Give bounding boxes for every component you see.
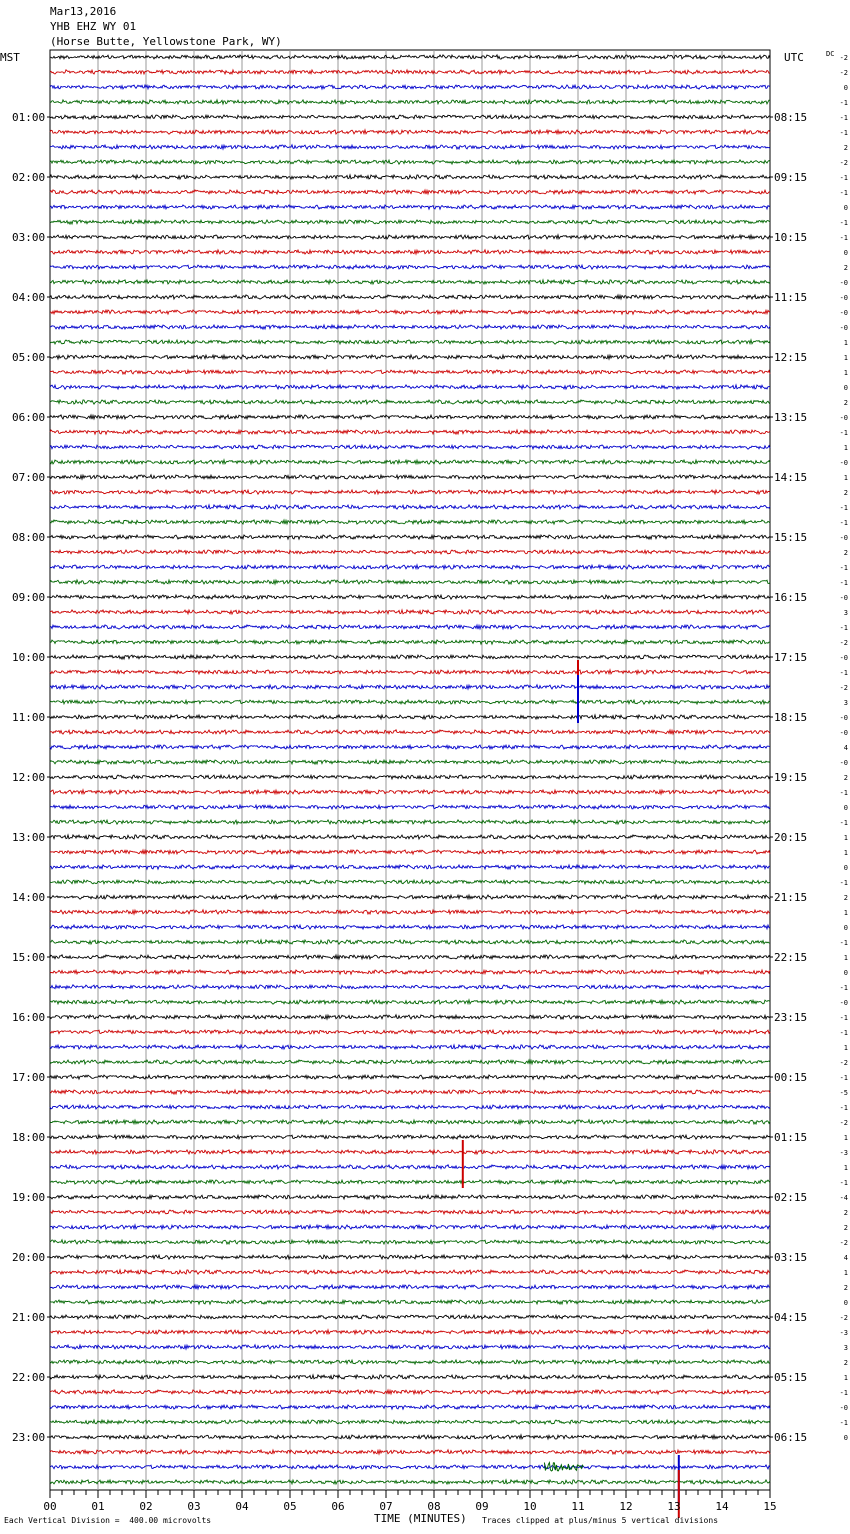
chart-date: Mar13,2016 <box>50 5 117 18</box>
seismic-trace <box>50 85 770 89</box>
x-tick-label: 14 <box>715 1500 729 1513</box>
dc-offset-value: -1 <box>839 939 848 947</box>
seismic-trace <box>50 1435 770 1439</box>
dc-offset-value: 1 <box>843 954 848 962</box>
dc-offset-value: -0 <box>839 294 848 302</box>
dc-offset-value: -0 <box>839 459 848 467</box>
mst-hour-label: 23:00 <box>12 1431 46 1444</box>
dc-offset-value: 0 <box>843 969 848 977</box>
seismic-trace <box>50 1045 770 1049</box>
x-tick-label: 02 <box>139 1500 153 1513</box>
dc-offset-value: 1 <box>843 1269 848 1277</box>
x-axis-label: TIME (MINUTES) <box>374 1512 467 1525</box>
seismic-trace <box>50 805 770 809</box>
x-tick-label: 07 <box>379 1500 393 1513</box>
mst-hour-label: 16:00 <box>12 1011 46 1024</box>
seismic-trace <box>50 985 770 989</box>
station-location: (Horse Butte, Yellowstone Park, WY) <box>50 35 282 48</box>
dc-offset-value: 0 <box>843 384 848 392</box>
utc-hour-label: 05:15 <box>774 1371 808 1384</box>
dc-offset-value: -1 <box>839 174 848 182</box>
seismic-trace <box>50 685 770 689</box>
dc-offset-value: 2 <box>843 894 848 902</box>
dc-offset-value: -1 <box>839 789 848 797</box>
utc-hour-label: 13:15 <box>774 411 808 424</box>
mst-hour-label: 20:00 <box>12 1251 46 1264</box>
seismic-trace <box>50 1270 770 1274</box>
x-tick-label: 09 <box>475 1500 489 1513</box>
dc-offset-value: 0 <box>843 84 848 92</box>
dc-offset-value: 0 <box>843 204 848 212</box>
dc-offset-value: -1 <box>839 219 848 227</box>
mst-hour-label: 13:00 <box>12 831 46 844</box>
x-tick-label: 10 <box>523 1500 537 1513</box>
seismic-trace <box>50 925 770 929</box>
x-tick-label: 06 <box>331 1500 345 1513</box>
seismic-trace <box>50 1405 770 1409</box>
x-tick-label: 11 <box>571 1500 585 1513</box>
dc-offset-value: 3 <box>843 609 848 617</box>
dc-offset-value: -2 <box>839 1059 848 1067</box>
seismic-trace <box>50 1135 770 1139</box>
mst-hour-label: 03:00 <box>12 231 46 244</box>
mst-hour-label: 01:00 <box>12 111 46 124</box>
seismic-trace <box>50 895 770 899</box>
seismic-trace <box>50 1465 770 1469</box>
dc-offset-value: 1 <box>843 834 848 842</box>
utc-hour-label: 04:15 <box>774 1311 808 1324</box>
dc-offset-value: 2 <box>843 774 848 782</box>
dc-offset-value: -0 <box>839 1404 848 1412</box>
seismic-trace <box>50 1420 770 1424</box>
seismic-trace <box>50 550 770 554</box>
dc-offset-value: 0 <box>843 1434 848 1442</box>
dc-offset-value: 1 <box>843 339 848 347</box>
seismic-trace <box>50 1300 770 1304</box>
utc-hour-label: 12:15 <box>774 351 808 364</box>
x-tick-label: 00 <box>43 1500 57 1513</box>
dc-offset-value: -2 <box>839 1314 848 1322</box>
seismic-trace <box>50 505 770 509</box>
dc-offset-value: -1 <box>839 1029 848 1037</box>
dc-offset-value: -2 <box>839 1119 848 1127</box>
mst-hour-label: 11:00 <box>12 711 46 724</box>
dc-offset-value: 2 <box>843 1224 848 1232</box>
seismic-trace <box>50 1015 770 1019</box>
utc-hour-label: 22:15 <box>774 951 808 964</box>
seismic-trace <box>50 55 770 59</box>
dc-offset-value: -1 <box>839 1179 848 1187</box>
seismic-trace <box>50 1360 770 1364</box>
seismic-trace <box>50 955 770 959</box>
dc-offset-value: -0 <box>839 714 848 722</box>
dc-label: DC <box>826 50 835 58</box>
dc-offset-value: -1 <box>839 669 848 677</box>
utc-hour-label: 03:15 <box>774 1251 808 1264</box>
utc-hour-label: 19:15 <box>774 771 808 784</box>
seismic-trace <box>50 1030 770 1034</box>
seismic-trace <box>50 595 770 599</box>
dc-offset-value: 4 <box>843 1254 848 1262</box>
dc-offset-value: -0 <box>839 759 848 767</box>
mst-hour-label: 19:00 <box>12 1191 46 1204</box>
mst-hour-label: 06:00 <box>12 411 46 424</box>
seismic-trace <box>50 625 770 629</box>
mst-hour-label: 10:00 <box>12 651 46 664</box>
seismic-trace <box>50 295 770 299</box>
dc-offset-value: 1 <box>843 1044 848 1052</box>
dc-offset-value: -0 <box>839 534 848 542</box>
seismic-trace <box>50 310 770 314</box>
utc-hour-label: 10:15 <box>774 231 808 244</box>
seismic-trace <box>50 1060 770 1064</box>
seismic-trace <box>50 1330 770 1334</box>
utc-hour-label: 06:15 <box>774 1431 808 1444</box>
seismic-trace <box>50 370 770 374</box>
seismic-trace <box>50 730 770 734</box>
mst-hour-label: 08:00 <box>12 531 46 544</box>
dc-offset-value: -1 <box>839 1419 848 1427</box>
seismic-trace <box>50 1150 770 1154</box>
x-tick-label: 04 <box>235 1500 249 1513</box>
seismic-trace <box>50 1315 770 1319</box>
seismic-trace <box>50 1165 770 1169</box>
utc-hour-label: 16:15 <box>774 591 808 604</box>
dc-offset-value: 2 <box>843 144 848 152</box>
seismic-trace <box>50 715 770 719</box>
utc-hour-label: 23:15 <box>774 1011 808 1024</box>
station-id: YHB EHZ WY 01 <box>50 20 137 33</box>
seismic-trace <box>50 190 770 194</box>
seismic-trace <box>50 700 770 704</box>
seismic-trace <box>50 1180 770 1184</box>
seismic-trace <box>50 1285 770 1289</box>
dc-offset-value: -0 <box>839 279 848 287</box>
dc-offset-value: -1 <box>839 879 848 887</box>
dc-offset-value: -0 <box>839 324 848 332</box>
seismic-trace <box>50 1000 770 1004</box>
dc-offset-value: 1 <box>843 369 848 377</box>
seismic-trace <box>50 910 770 914</box>
dc-offset-value: -2 <box>839 684 848 692</box>
x-tick-label: 05 <box>283 1500 297 1513</box>
dc-offset-value: -0 <box>839 729 848 737</box>
utc-hour-label: 08:15 <box>774 111 808 124</box>
seismic-trace <box>50 265 770 269</box>
mst-hour-label: 12:00 <box>12 771 46 784</box>
utc-hour-label: 11:15 <box>774 291 808 304</box>
utc-hour-label: 14:15 <box>774 471 808 484</box>
dc-offset-value: -2 <box>839 1239 848 1247</box>
dc-offset-value: -1 <box>839 519 848 527</box>
dc-offset-value: 0 <box>843 924 848 932</box>
dc-offset-value: 1 <box>843 354 848 362</box>
dc-offset-value: 0 <box>843 249 848 257</box>
x-tick-label: 03 <box>187 1500 201 1513</box>
seismic-trace <box>50 640 770 644</box>
utc-hour-label: 21:15 <box>774 891 808 904</box>
seismic-trace <box>50 385 770 389</box>
seismic-trace <box>50 430 770 434</box>
dc-offset-value: 2 <box>843 1209 848 1217</box>
dc-offset-value: -0 <box>839 594 848 602</box>
seismic-trace <box>50 940 770 944</box>
seismic-trace <box>50 1390 770 1394</box>
dc-offset-value: -0 <box>839 309 848 317</box>
seismic-trace <box>50 1210 770 1214</box>
left-timezone-label: MST <box>0 51 20 64</box>
seismic-trace <box>50 160 770 164</box>
utc-hour-label: 17:15 <box>774 651 808 664</box>
utc-hour-label: 02:15 <box>774 1191 808 1204</box>
mst-hour-label: 14:00 <box>12 891 46 904</box>
x-tick-label: 15 <box>763 1500 777 1513</box>
seismic-trace <box>50 775 770 779</box>
seismic-trace <box>50 250 770 254</box>
dc-offset-value: -4 <box>839 1194 848 1202</box>
dc-offset-value: -1 <box>839 114 848 122</box>
seismic-trace <box>50 70 770 74</box>
seismic-trace <box>50 490 770 494</box>
dc-offset-value: -1 <box>839 504 848 512</box>
mst-hour-label: 15:00 <box>12 951 46 964</box>
dc-offset-value: -1 <box>839 1104 848 1112</box>
dc-offset-value: 1 <box>843 849 848 857</box>
dc-offset-value: 2 <box>843 1359 848 1367</box>
scale-note: Each Vertical Division = 400.00 microvolts <box>4 1516 212 1525</box>
seismic-trace <box>50 1195 770 1199</box>
dc-offset-value: -1 <box>839 1389 848 1397</box>
dc-offset-value: -1 <box>839 624 848 632</box>
seismic-trace <box>50 655 770 659</box>
seismic-trace <box>50 865 770 869</box>
dc-offset-value: 2 <box>843 264 848 272</box>
mst-hour-label: 04:00 <box>12 291 46 304</box>
x-tick-label: 13 <box>667 1500 681 1513</box>
seismic-trace <box>50 535 770 539</box>
mst-hour-label: 05:00 <box>12 351 46 364</box>
dc-offset-value: -3 <box>839 1329 848 1337</box>
seismic-trace <box>50 790 770 794</box>
utc-hour-label: 09:15 <box>774 171 808 184</box>
seismic-trace <box>50 325 770 329</box>
seismic-trace <box>50 1480 770 1484</box>
seismic-trace <box>50 460 770 464</box>
seismic-trace <box>50 175 770 179</box>
seismic-trace <box>50 235 770 239</box>
dc-offset-value: 2 <box>843 549 848 557</box>
dc-offset-value: 2 <box>843 489 848 497</box>
seismic-trace <box>50 1075 770 1079</box>
x-tick-label: 12 <box>619 1500 633 1513</box>
dc-offset-value: -1 <box>839 819 848 827</box>
dc-offset-value: -1 <box>839 429 848 437</box>
mst-hour-label: 18:00 <box>12 1131 46 1144</box>
seismic-trace <box>50 1090 770 1094</box>
dc-offset-value: -3 <box>839 1149 848 1157</box>
utc-hour-label: 00:15 <box>774 1071 808 1084</box>
dc-offset-value: 0 <box>843 804 848 812</box>
seismic-trace <box>50 1450 770 1454</box>
dc-offset-value: -1 <box>839 234 848 242</box>
mst-hour-label: 17:00 <box>12 1071 46 1084</box>
seismic-trace <box>50 400 770 404</box>
mst-hour-label: 22:00 <box>12 1371 46 1384</box>
dc-offset-value: -0 <box>839 414 848 422</box>
seismic-trace <box>50 220 770 224</box>
dc-offset-value: 1 <box>843 1374 848 1382</box>
dc-offset-value: 1 <box>843 444 848 452</box>
dc-offset-value: 2 <box>843 1284 848 1292</box>
seismic-trace <box>50 340 770 344</box>
mst-hour-label: 07:00 <box>12 471 46 484</box>
utc-hour-label: 18:15 <box>774 711 808 724</box>
seismic-trace <box>50 280 770 284</box>
dc-offset-value: -0 <box>839 654 848 662</box>
dc-offset-value: 1 <box>843 1164 848 1172</box>
seismic-trace <box>50 445 770 449</box>
seismic-trace <box>50 670 770 674</box>
x-tick-label: 08 <box>427 1500 441 1513</box>
seismic-trace <box>50 1240 770 1244</box>
seismic-trace <box>50 970 770 974</box>
mst-hour-label: 09:00 <box>12 591 46 604</box>
dc-offset-value: -1 <box>839 129 848 137</box>
dc-offset-value: -1 <box>839 1014 848 1022</box>
dc-offset-value: 4 <box>843 744 848 752</box>
dc-offset-value: 0 <box>843 1299 848 1307</box>
seismic-trace <box>50 1375 770 1379</box>
x-tick-label: 01 <box>91 1500 105 1513</box>
dc-offset-value: -1 <box>839 564 848 572</box>
seismic-trace <box>50 580 770 584</box>
seismic-trace <box>50 565 770 569</box>
mst-hour-label: 02:00 <box>12 171 46 184</box>
seismic-trace <box>50 760 770 764</box>
seismic-trace <box>50 1255 770 1259</box>
dc-offset-value: 3 <box>843 1344 848 1352</box>
seismic-trace <box>50 1120 770 1124</box>
dc-offset-value: -2 <box>839 54 848 62</box>
dc-offset-value: -1 <box>839 99 848 107</box>
seismic-trace <box>50 100 770 104</box>
seismic-trace <box>50 520 770 524</box>
dc-offset-value: -2 <box>839 69 848 77</box>
seismic-trace <box>50 415 770 419</box>
utc-hour-label: 15:15 <box>774 531 808 544</box>
dc-offset-value: 0 <box>843 864 848 872</box>
dc-offset-value: -5 <box>839 1089 848 1097</box>
dc-offset-value: -2 <box>839 159 848 167</box>
seismic-trace <box>50 1105 770 1109</box>
dc-offset-value: 3 <box>843 699 848 707</box>
dc-offset-value: -1 <box>839 579 848 587</box>
utc-hour-label: 01:15 <box>774 1131 808 1144</box>
seismic-trace <box>50 820 770 824</box>
seismic-trace <box>50 1225 770 1229</box>
dc-offset-value: -0 <box>839 999 848 1007</box>
seismic-trace <box>50 475 770 479</box>
dc-offset-value: -1 <box>839 984 848 992</box>
dc-offset-value: 2 <box>843 399 848 407</box>
dc-offset-value: 1 <box>843 474 848 482</box>
seismic-trace <box>50 355 770 359</box>
seismic-trace <box>50 850 770 854</box>
right-timezone-label: UTC <box>784 51 804 64</box>
dc-offset-value: 1 <box>843 909 848 917</box>
seismic-trace <box>50 205 770 209</box>
dc-offset-value: -2 <box>839 639 848 647</box>
seismic-trace <box>50 115 770 119</box>
dc-offset-value: -1 <box>839 1074 848 1082</box>
seismic-trace <box>50 835 770 839</box>
seismic-trace <box>50 1345 770 1349</box>
dc-offset-value: -1 <box>839 189 848 197</box>
utc-hour-label: 20:15 <box>774 831 808 844</box>
mst-hour-label: 21:00 <box>12 1311 46 1324</box>
seismic-trace <box>50 130 770 134</box>
seismic-trace <box>50 745 770 749</box>
seismic-trace <box>50 145 770 149</box>
seismic-trace <box>50 880 770 884</box>
clip-note: Traces clipped at plus/minus 5 vertical divisions <box>482 1516 719 1525</box>
seismic-trace <box>50 610 770 614</box>
dc-offset-value: 1 <box>843 1134 848 1142</box>
